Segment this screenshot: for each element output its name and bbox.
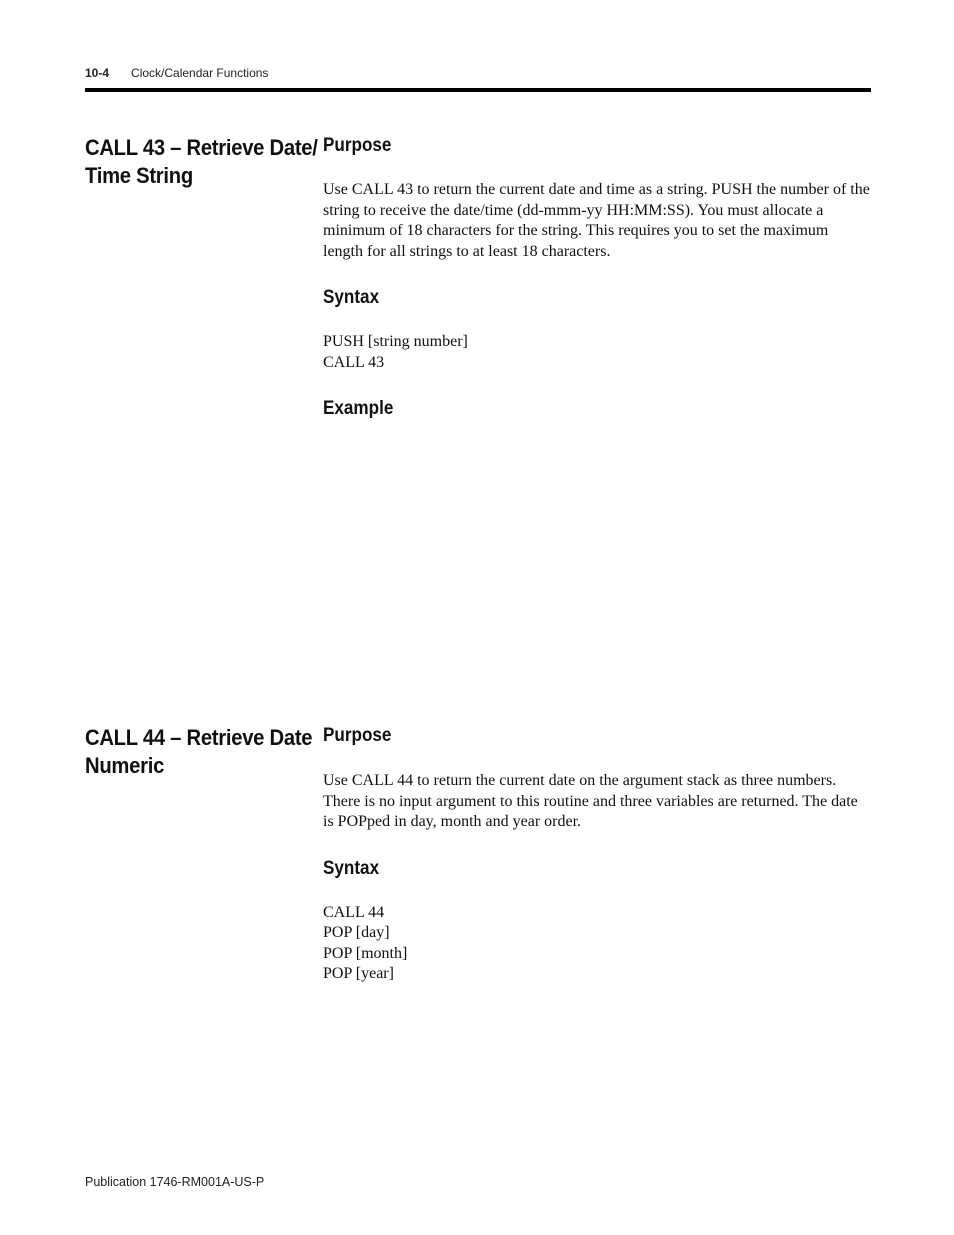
- section-title-line: Numeric: [85, 753, 165, 778]
- purpose-paragraph: Use CALL 44 to return the current date on the argument stack as three numbers. There is no input argument to this routine and three variables are returned. The date is POPped in day, month and year order.: [323, 772, 858, 830]
- purpose-heading: Purpose: [323, 135, 392, 156]
- section-title-line: Time String: [85, 163, 193, 188]
- section-title: [85, 724, 313, 780]
- syntax-line: PUSH [string number]: [323, 333, 468, 350]
- chapter-title: Clock/Calendar Functions: [131, 66, 269, 80]
- syntax-block: [323, 332, 871, 373]
- syntax-block: [323, 903, 871, 985]
- syntax-heading: Syntax: [323, 287, 380, 308]
- syntax-line: CALL 44: [323, 903, 385, 921]
- page-number: 10-4: [85, 66, 110, 80]
- section-body: [323, 134, 871, 421]
- purpose-paragraph: Use CALL 43 to return the current date and time as a string. PUSH the number of the string to receive the date/time (dd-mmm-yy HH:MM:SS). You must allocate a minimum of 18 characters for the string. This requires you to set the maximum length for all strings to at least 18 characters.: [323, 181, 870, 260]
- syntax-heading: Syntax: [323, 857, 380, 879]
- section-title: [85, 134, 318, 190]
- syntax-line: POP [month]: [323, 944, 408, 962]
- section-title-line: CALL 44 – Retrieve Date: [85, 725, 313, 750]
- example-heading: Example: [323, 398, 394, 419]
- header-rule: [85, 88, 871, 92]
- section-title-line: CALL 43 – Retrieve Date/: [85, 135, 318, 160]
- running-header: [85, 66, 871, 80]
- purpose-heading: Purpose: [323, 725, 392, 746]
- syntax-line: CALL 43: [323, 353, 385, 371]
- publication-footer: Publication 1746-RM001A-US-P: [85, 1175, 265, 1189]
- syntax-line: POP [day]: [323, 924, 390, 941]
- section-body: [323, 724, 871, 985]
- syntax-line: POP [year]: [323, 965, 394, 982]
